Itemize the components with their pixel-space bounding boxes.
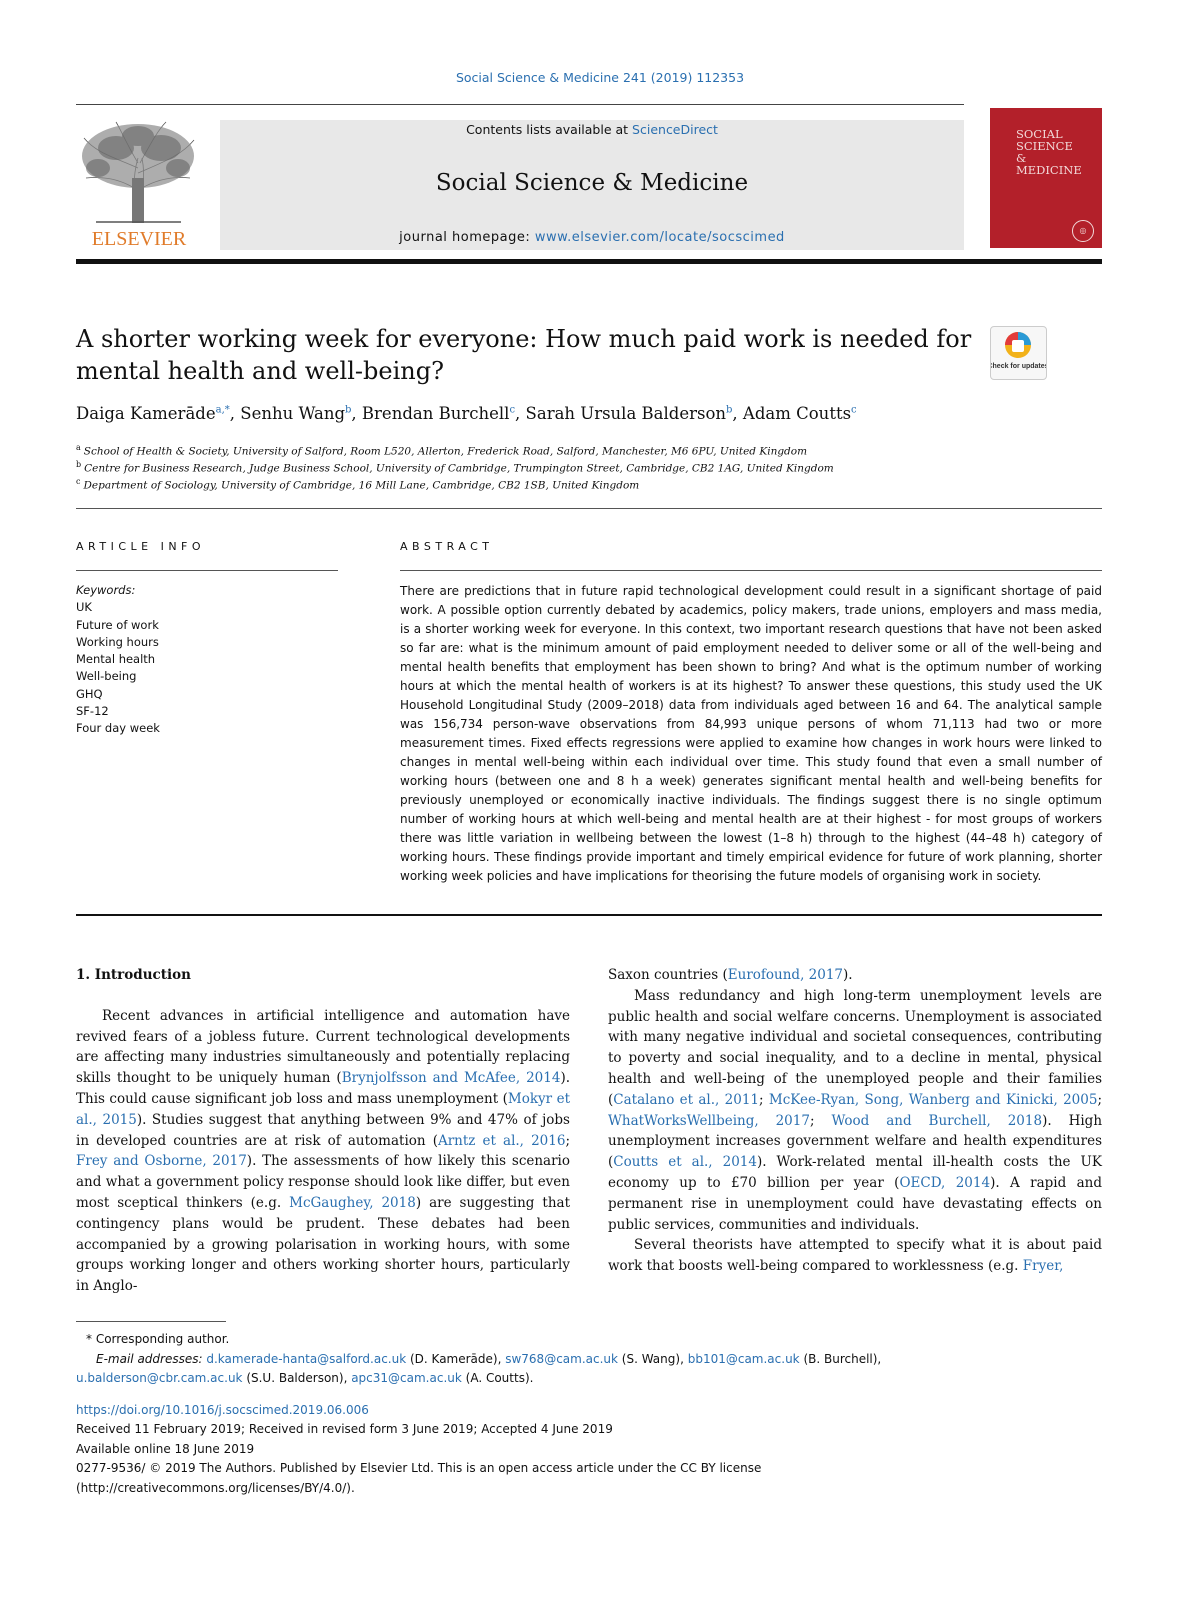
email-link[interactable]: bb101@cam.ac.uk [687, 1351, 800, 1366]
abstract-heading: ABSTRACT [400, 540, 494, 553]
contents-prefix: Contents lists available at [466, 122, 633, 137]
affiliation-text: School of Health & Society, University of Salford, Room L520, Allerton, Frederick Road, Salford, Manchester, M6 6PU, United Kingdom [83, 445, 808, 458]
contents-line [220, 122, 964, 137]
affiliation-key: a [76, 443, 81, 452]
continued-paragraph: Saxon countries (Eurofound, 2017). [608, 967, 853, 983]
available-online: Available online 18 June 2019 [76, 1441, 255, 1456]
author-sup[interactable]: b [345, 404, 352, 416]
article-title: A shorter working week for everyone: How much paid work is needed for mental health and well-being? [76, 325, 972, 385]
keyword: SF-12 [76, 704, 109, 719]
abstract-end-rule [76, 914, 1102, 916]
keyword: GHQ [76, 686, 103, 701]
affiliation [76, 460, 834, 475]
author-name[interactable]: Adam Coutts [742, 404, 852, 423]
email-label: E-mail addresses: [96, 1351, 207, 1366]
citation-link[interactable]: WhatWorksWellbeing, 2017 [608, 1112, 810, 1129]
citation-link[interactable]: Wood and Burchell, 2018 [831, 1112, 1043, 1129]
keywords-label: Keywords: [76, 583, 136, 597]
email-link[interactable]: d.kamerade-hanta@salford.ac.uk [206, 1351, 407, 1366]
elsevier-tree-icon [76, 118, 202, 250]
corresponding-author-note: * Corresponding author. [86, 1332, 230, 1346]
journal-title: Social Science & Medicine [435, 170, 749, 196]
header-rule [76, 104, 964, 105]
author-sup[interactable]: c [509, 404, 516, 416]
email-link[interactable]: sw768@cam.ac.uk [505, 1351, 618, 1366]
author-name[interactable]: Senhu Wang [240, 404, 346, 423]
citation-link[interactable]: Frey and Osborne, 2017 [76, 1153, 247, 1170]
crossmark-button[interactable] [990, 326, 1047, 380]
header-thick-rule [76, 259, 1102, 264]
body-right-column [608, 965, 1102, 1277]
sciencedirect-link[interactable]: ScienceDirect [632, 122, 718, 137]
journal-reference[interactable]: Social Science & Medicine 241 (2019) 112353 [455, 70, 745, 85]
cover-badge-icon: ◎ [1072, 220, 1094, 242]
journal-homepage [220, 230, 964, 245]
affiliation-key: c [76, 477, 81, 486]
crossmark-icon [991, 327, 1046, 379]
body-left-column [76, 965, 570, 1297]
intro-paragraph: Recent advances in artificial intelligence and automation have revived fears of a jobless future. Current technological developments are affecting many industries simultaneously and potentially replacing skills thought to be uniquely human (Brynjolfsson and McAfee, 2014). This could cause significant job loss and mass unemployment (Mokyr et al., 2015). Studies suggest that anything between 9% and 47% of jobs in developed countries are at risk of automation (Arntz et al., 2016; Frey and Osborne, 2017). The assessments of how likely this scenario and what a government policy response should look like differ, but even most sceptical thinkers (e.g. McGaughey, 2018) are suggesting that contingency plans would be prudent. These debates had been accompanied by a growing polarisation in working hours, with some groups working longer and others working shorter hours, particularly in Anglo- [76, 1007, 571, 1295]
homepage-link[interactable]: www.elsevier.com/locate/socscimed [534, 230, 785, 245]
citation-link[interactable]: Coutts et al., 2014 [613, 1154, 757, 1171]
citation-link[interactable]: Eurofound, 2017 [727, 967, 844, 983]
author-name[interactable]: Daiga Kamerāde [76, 404, 216, 423]
abstract-rule [400, 570, 1102, 571]
keyword: Future of work [76, 617, 159, 632]
email-link[interactable]: apc31@cam.ac.uk [351, 1371, 462, 1385]
citation-link[interactable]: OECD, 2014 [899, 1174, 991, 1191]
license-line: 0277-9536/ © 2019 The Authors. Published by Elsevier Ltd. This is an open access article under the CC BY license [76, 1461, 762, 1475]
author-name[interactable]: Sarah Ursula Balderson [525, 404, 727, 423]
svg-text:Check for updates: Check for updates [991, 363, 1046, 370]
author-sup[interactable]: b [726, 404, 733, 416]
abstract-text: There are predictions that in future rapid technological development could result in a significant shortage of paid work. A possible option currently debated by academics, policy makers, trade unions, employers and mass media, is a shorter working week for everyone. In this context, two important research questions that have not been asked so far are: what is the minimum amount of paid employment needed to deliver some or all of the well-being and mental health benefits that employment has been shown to bring? And what is the optimum number of working hours at which the mental health of workers is at its highest? To answer these questions, this study used the UK Household Longitudinal Study (2009–2018) data from individuals aged between 16 and 64. The analytical sample was 156,734 person-wave observations from 84,993 unique persons of whom 71,113 had two or more measurement times. Fixed effects regressions were applied to examine how changes in work hours were linked to changes in mental well-being within each individual over time. This study found that even a small number of working hours (between one and 8 h a week) generates significant mental health and well-being benefits for previously unemployed or economically inactive individuals. The findings suggest there is no single optimum number of working hours at which well-being and mental health are at their highest - for most groups of workers there was little variation in wellbeing between the lowest (1–8 h) through to the highest (44–48 h) category of working hours. These findings provide important and timely empirical evidence for future of work planning, shorter working week policies and have implications for theorising the future models of organising work in society. [400, 584, 1102, 883]
citation-link[interactable]: Fryer, [1022, 1258, 1064, 1275]
citation-link[interactable]: Catalano et al., 2011 [613, 1091, 760, 1108]
keyword: Working hours [76, 634, 159, 649]
citation-link[interactable]: Mokyr et al., 2015 [76, 1090, 570, 1128]
body-paragraph: Several theorists have attempted to specify what it is about paid work that boosts well-being compared to worklessness (e.g. Fryer, [608, 1237, 1102, 1275]
footnote-rule [76, 1321, 226, 1322]
article-info-rule [76, 570, 338, 571]
keyword: Well-being [76, 669, 137, 684]
keyword: UK [76, 600, 92, 615]
elsevier-logo [76, 118, 202, 250]
author-sup[interactable]: c [851, 404, 857, 416]
footnotes [76, 1330, 1102, 1498]
affiliation [76, 477, 639, 492]
keyword: Mental health [76, 652, 156, 667]
citation-link[interactable]: McGaughey, 2018 [289, 1194, 416, 1211]
article-info-heading: ARTICLE INFO [76, 540, 206, 553]
email-link[interactable]: u.balderson@cbr.cam.ac.uk [76, 1371, 243, 1385]
section-heading: 1. Introduction [76, 967, 191, 983]
doi-link[interactable]: https://doi.org/10.1016/j.socscimed.2019.06.006 [76, 1402, 369, 1417]
affiliation [76, 443, 807, 458]
keyword: Four day week [76, 721, 160, 736]
homepage-prefix: journal homepage: [399, 230, 535, 245]
cover-title: SOCIAL SCIENCE & MEDICINE [1016, 127, 1082, 177]
affiliation-key: b [76, 460, 82, 469]
citation-link[interactable]: McKee-Ryan, Song, Wanberg and Kinicki, 2005 [768, 1091, 1098, 1108]
email-line: E-mail addresses: d.kamerade-hanta@salford.ac.uk (D. Kamerāde), sw768@cam.ac.uk (S. Wang), bb101@cam.ac.uk (B. Burchell), [96, 1351, 882, 1366]
email-line: u.balderson@cbr.cam.ac.uk (S.U. Balderson), apc31@cam.ac.uk (A. Coutts). [76, 1371, 534, 1385]
license-url[interactable]: (http://creativecommons.org/licenses/BY/4.0/). [76, 1480, 355, 1495]
author-name[interactable]: Brendan Burchell [361, 404, 510, 423]
citation-link[interactable]: Arntz et al., 2016 [437, 1132, 566, 1149]
author-list: Daiga Kamerāde$^{a,*}$, Senhu Wang$^b$, Brendan Burchell$^c$, Sarah Ursula Balderson$^b$, Adam Coutts$^c$ [76, 404, 857, 423]
section-rule [76, 508, 1102, 509]
citation-link[interactable]: Brynjolfsson and McAfee, 2014 [341, 1070, 561, 1087]
journal-cover [990, 108, 1102, 248]
affiliation-text: Department of Sociology, University of Cambridge, 16 Mill Lane, Cambridge, CB2 1SB, United Kingdom [83, 479, 640, 492]
body-paragraph: Mass redundancy and high long-term unemployment levels are public health and social welfare concerns. Unemployment is associated with many negative individual and societal consequences, contributing to poverty and social inequality, and to a decline in mental, physical health and well-being of the unemployed people and their families (Catalano et al., 2011; McKee-Ryan, Song, Wanberg and Kinicki, 2005; WhatWorksWellbeing, 2017; Wood and Burchell, 2018). High unemployment increases government welfare and health expenditures (Coutts et al., 2014). Work-related mental ill-health costs the UK economy up to £70 billion per year (OECD, 2014). A rapid and permanent rise in unemployment could have devastating effects on public services, communities and individuals. [608, 987, 1103, 1233]
keywords-block [76, 582, 160, 738]
svg-text:ELSEVIER: ELSEVIER [91, 228, 187, 250]
affiliation-text: Centre for Business Research, Judge Business School, University of Cambridge, Trumpington Street, Cambridge, CB2 1AG, United Kingdom [84, 462, 834, 475]
author-sup[interactable]: a,* [215, 404, 230, 416]
received-dates: Received 11 February 2019; Received in revised form 3 June 2019; Accepted 4 June 2019 [76, 1422, 613, 1436]
